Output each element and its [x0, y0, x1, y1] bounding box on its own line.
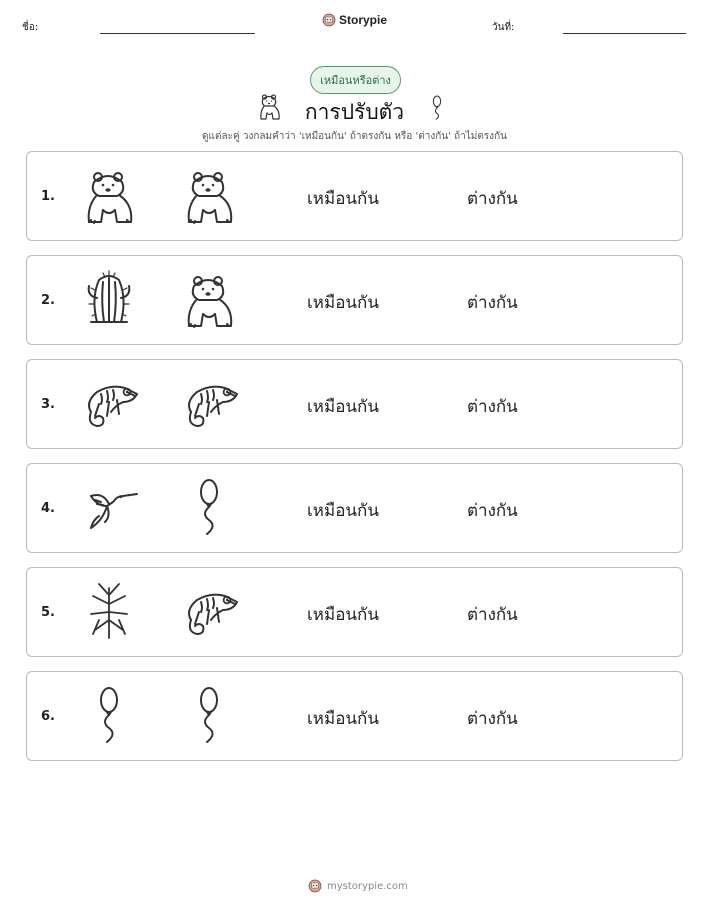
- cactus-icon: [77, 268, 141, 332]
- polar-bear-icon: [177, 164, 241, 228]
- date-label: วันที่:: [492, 22, 515, 33]
- question-row: [26, 671, 683, 761]
- question-number: 5.: [41, 605, 55, 620]
- chameleon-icon: [177, 372, 241, 436]
- question-number: 4.: [41, 501, 55, 516]
- picture-left: [77, 164, 141, 228]
- picture-right: [177, 268, 241, 332]
- picture-left: [77, 372, 141, 436]
- footer: [308, 879, 408, 893]
- footer-site: mystorypie.com: [327, 880, 408, 892]
- picture-left: [77, 268, 141, 332]
- chameleon-icon: [177, 580, 241, 644]
- question-number: 6.: [41, 709, 55, 724]
- polar-bear-icon: [77, 164, 141, 228]
- option-different[interactable]: ต่างกัน: [467, 189, 518, 209]
- picture-right: [177, 684, 241, 748]
- option-different[interactable]: ต่างกัน: [467, 501, 518, 521]
- option-same[interactable]: เหมือนกัน: [307, 501, 379, 521]
- stick-insect-icon: [77, 580, 141, 644]
- question-row: [26, 567, 683, 657]
- question-row: [26, 463, 683, 553]
- question-row: [26, 359, 683, 449]
- option-same[interactable]: เหมือนกัน: [307, 709, 379, 729]
- picture-left: [77, 684, 141, 748]
- picture-right: [177, 476, 241, 540]
- chameleon-icon: [77, 372, 141, 436]
- name-field-line[interactable]: [100, 33, 255, 34]
- balloon-icon: [424, 92, 450, 122]
- option-same[interactable]: เหมือนกัน: [307, 189, 379, 209]
- option-same[interactable]: เหมือนกัน: [307, 397, 379, 417]
- activity-badge: เหมือนหรือต่าง: [310, 66, 401, 94]
- option-different[interactable]: ต่างกัน: [467, 397, 518, 417]
- question-number: 2.: [41, 293, 55, 308]
- option-same[interactable]: เหมือนกัน: [307, 605, 379, 625]
- option-different[interactable]: ต่างกัน: [467, 293, 518, 313]
- hummingbird-icon: [77, 476, 141, 540]
- balloon-icon: [177, 476, 241, 540]
- option-different[interactable]: ต่างกัน: [467, 605, 518, 625]
- option-different[interactable]: ต่างกัน: [467, 709, 518, 729]
- date-field-line[interactable]: [563, 33, 686, 34]
- polar-bear-icon: [177, 268, 241, 332]
- storypie-mascot-icon: [322, 13, 336, 27]
- option-same[interactable]: เหมือนกัน: [307, 293, 379, 313]
- picture-right: [177, 372, 241, 436]
- question-row: [26, 151, 683, 241]
- question-number: 1.: [41, 189, 55, 204]
- brand-logo: [322, 13, 387, 27]
- instructions: ดูแต่ละคู่ วงกลมคำว่า 'เหมือนกัน' ถ้าตรงกัน หรือ 'ต่างกัน' ถ้าไม่ตรงกัน: [202, 131, 507, 142]
- picture-left: [77, 580, 141, 644]
- question-row: [26, 255, 683, 345]
- picture-left: [77, 476, 141, 540]
- name-label: ชื่อ:: [22, 22, 39, 33]
- picture-right: [177, 164, 241, 228]
- balloon-icon: [77, 684, 141, 748]
- question-number: 3.: [41, 397, 55, 412]
- balloon-icon: [177, 684, 241, 748]
- worksheet-title: การปรับตัว: [304, 100, 405, 124]
- picture-right: [177, 580, 241, 644]
- storypie-mascot-icon: [308, 879, 322, 893]
- brand-name: Storypie: [339, 13, 388, 27]
